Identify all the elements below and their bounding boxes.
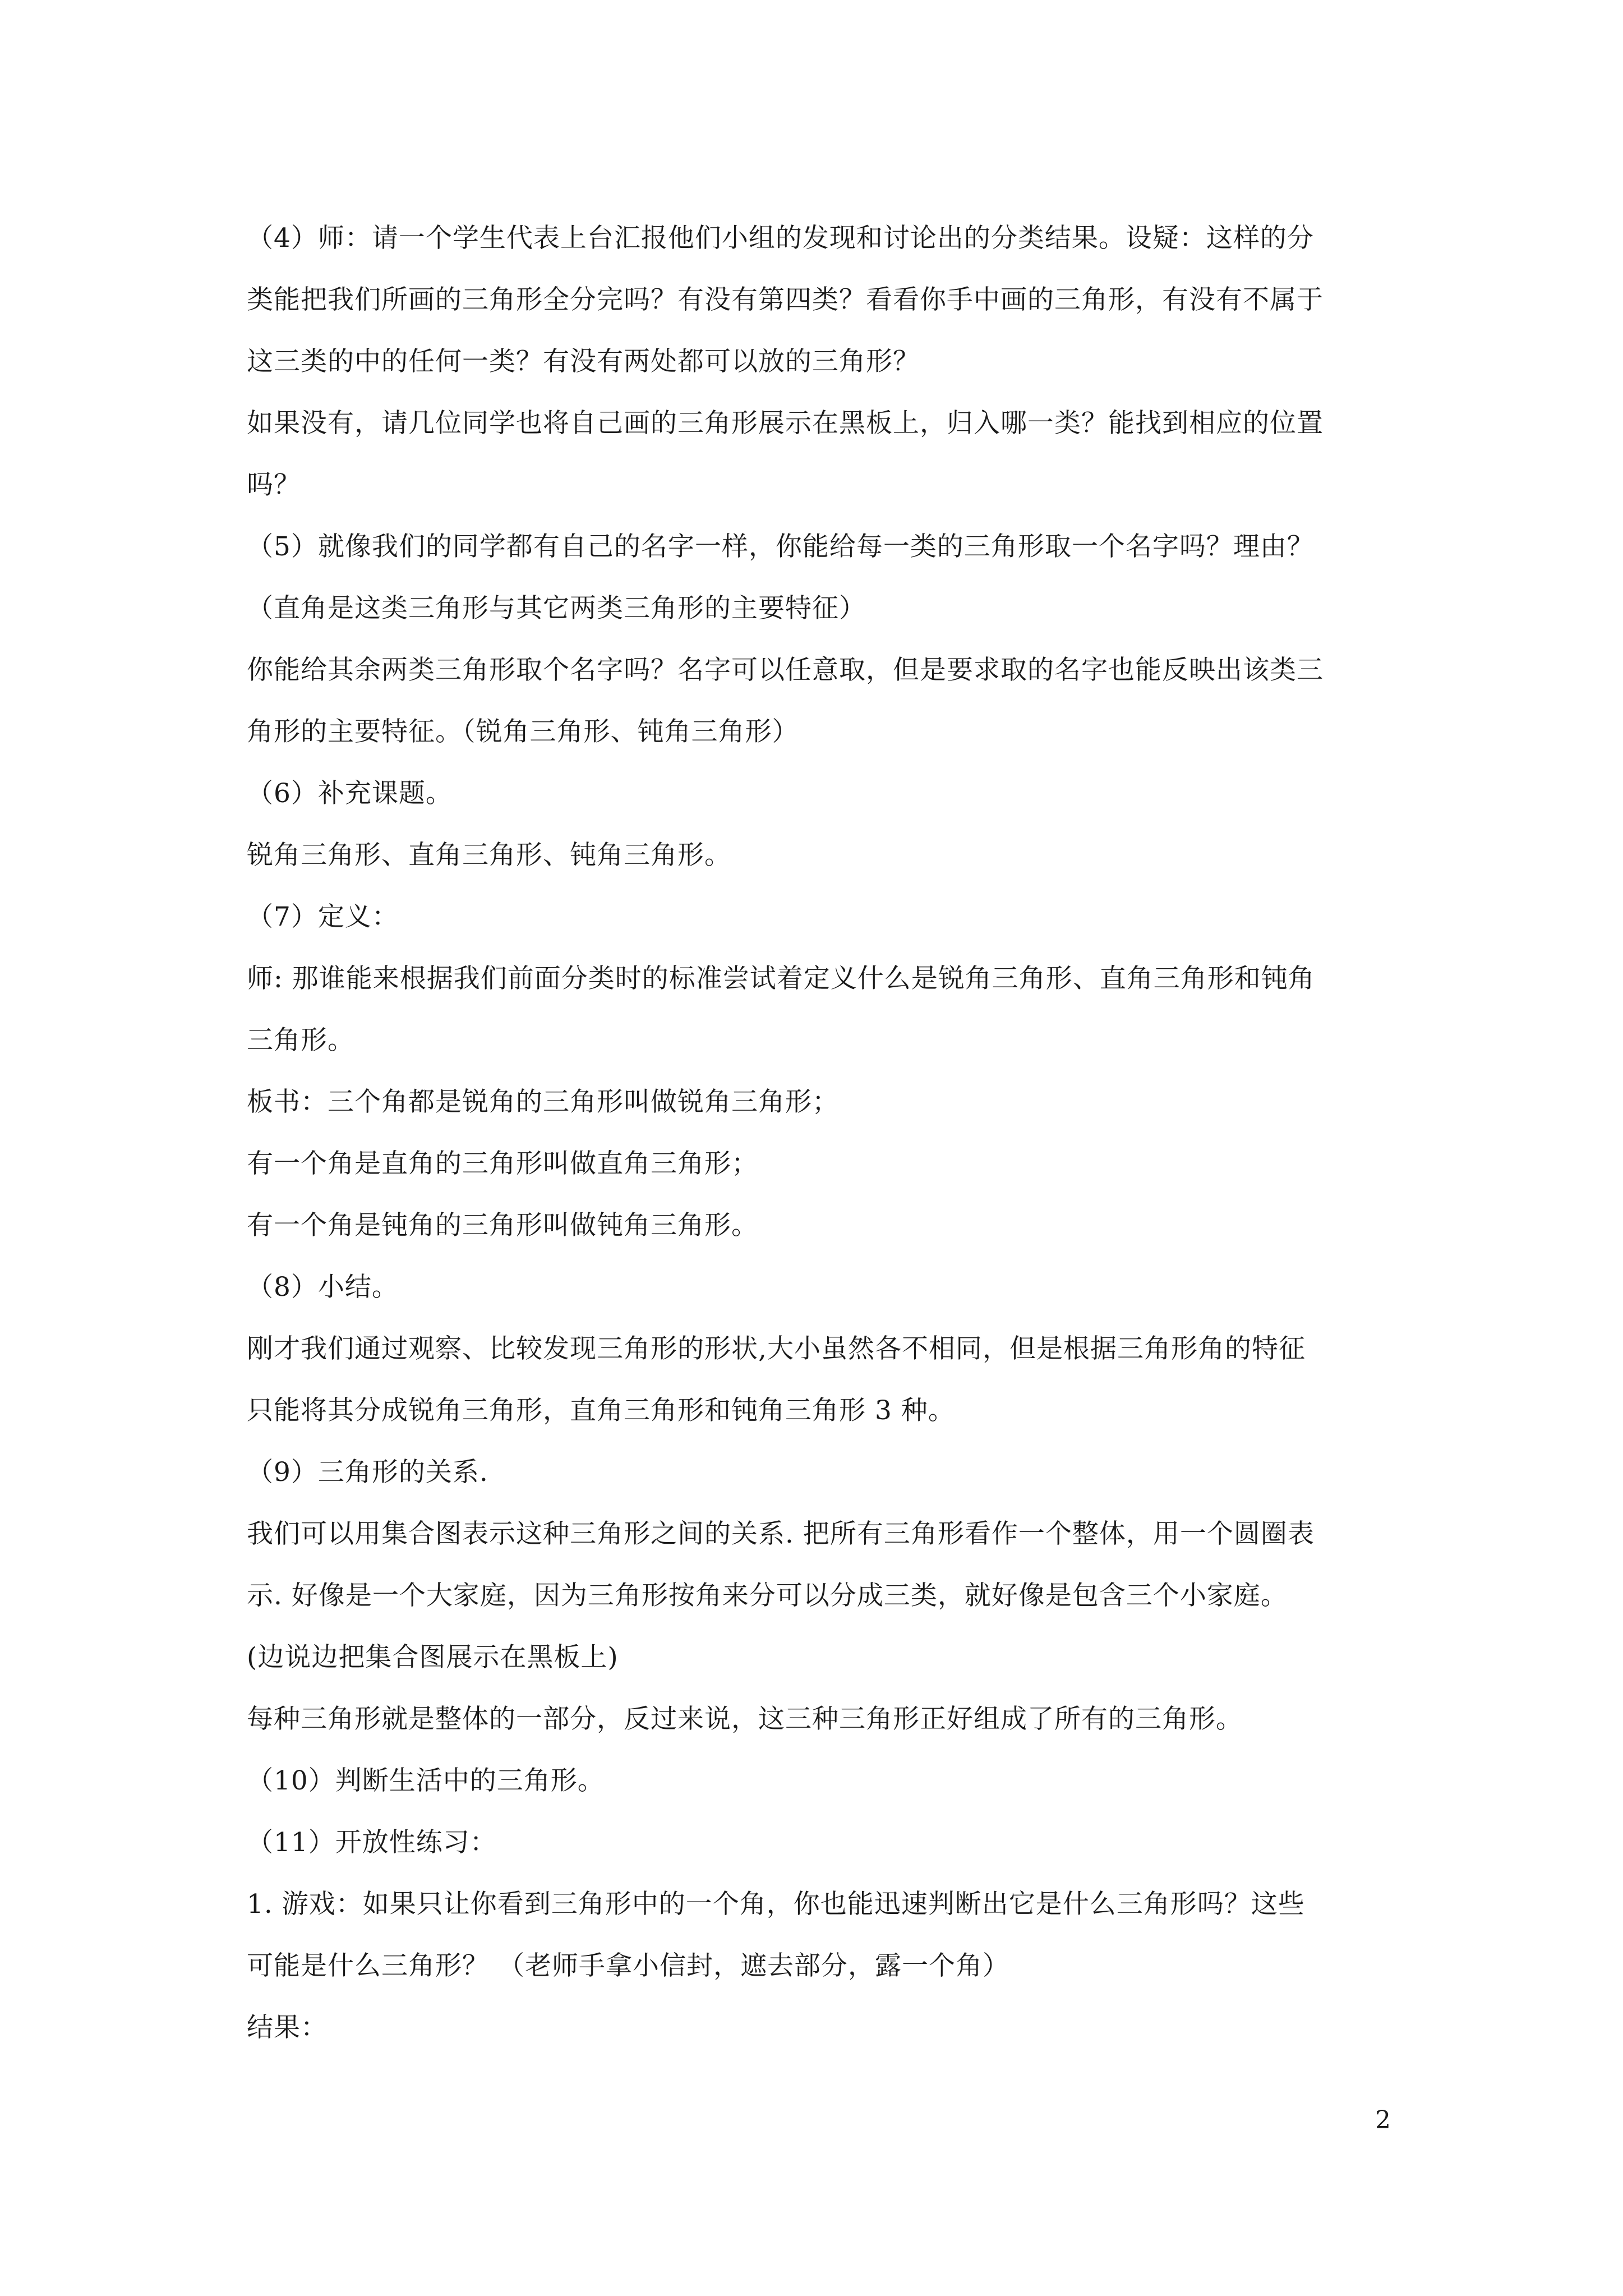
text-line: 有一个角是钝角的三角形叫做钝角三角形。 xyxy=(247,1210,758,1241)
page-number: 2 xyxy=(1375,2106,1391,2134)
text-line: 示. 好像是一个大家庭，因为三角形按角来分可以分成三类，就好像是包含三个小家庭。 xyxy=(247,1580,1288,1611)
text-line: （5）就像我们的同学都有自己的名字一样，你能给每一类的三角形取一个名字吗？理由？ xyxy=(247,531,1314,562)
text-line: （10）判断生活中的三角形。 xyxy=(247,1765,605,1796)
text-line: （9）三角形的关系. xyxy=(247,1457,488,1488)
text-line: （直角是这类三角形与其它两类三角形的主要特征） xyxy=(247,593,866,624)
text-line: 每种三角形就是整体的一部分，反过来说，这三种三角形正好组成了所有的三角形。 xyxy=(247,1704,1243,1734)
text-line: 三角形。 xyxy=(247,1025,354,1056)
text-line: 板书：三个角都是锐角的三角形叫做锐角三角形； xyxy=(247,1087,839,1117)
text-line: 刚才我们通过观察、比较发现三角形的形状,大小虽然各不相同，但是根据三角形角的特征 xyxy=(247,1333,1306,1364)
text-line: （4）师：请一个学生代表上台汇报他们小组的发现和讨论出的分类结果。设疑：这样的分 xyxy=(247,223,1314,254)
text-line: （7）定义： xyxy=(247,901,399,932)
text-line: 类能把我们所画的三角形全分完吗？有没有第四类？看看你手中画的三角形，有没有不属于 xyxy=(247,284,1324,315)
text-line: 只能将其分成锐角三角形，直角三角形和钝角三角形 3 种。 xyxy=(247,1395,955,1426)
text-line: 1. 游戏：如果只让你看到三角形中的一个角，你也能迅速判断出它是什么三角形吗？这些 xyxy=(247,1889,1305,1920)
document-body xyxy=(247,208,1391,2059)
text-line: 我们可以用集合图表示这种三角形之间的关系. 把所有三角形看作一个整体，用一个圆圈表 xyxy=(247,1519,1315,1549)
text-line: （11）开放性练习： xyxy=(247,1827,497,1858)
text-line: 你能给其余两类三角形取个名字吗？名字可以任意取，但是要求取的名字也能反映出该类三 xyxy=(247,655,1324,685)
text-line: 角形的主要特征。（锐角三角形、钝角三角形） xyxy=(247,716,799,747)
text-line: （8）小结。 xyxy=(247,1272,399,1303)
text-line: (边说边把集合图展示在黑板上) xyxy=(247,1642,619,1673)
text-line: （6）补充课题。 xyxy=(247,778,453,809)
text-line: 有一个角是直角的三角形叫做直角三角形； xyxy=(247,1148,758,1179)
text-line: 吗？ xyxy=(247,470,301,500)
text-line: 可能是什么三角形？ （老师手拿小信封，遮去部分，露一个角） xyxy=(247,1950,1009,1981)
text-line: 师: 那谁能来根据我们前面分类时的标准尝试着定义什么是锐角三角形、直角三角形和钝角 xyxy=(247,963,1315,994)
text-line: 如果没有，请几位同学也将自己画的三角形展示在黑板上，归入哪一类？能找到相应的位置 xyxy=(247,408,1324,439)
text-line: 这三类的中的任何一类？有没有两处都可以放的三角形？ xyxy=(247,346,920,377)
text-line: 锐角三角形、直角三角形、钝角三角形。 xyxy=(247,840,731,871)
text-line: 结果： xyxy=(247,2012,328,2043)
